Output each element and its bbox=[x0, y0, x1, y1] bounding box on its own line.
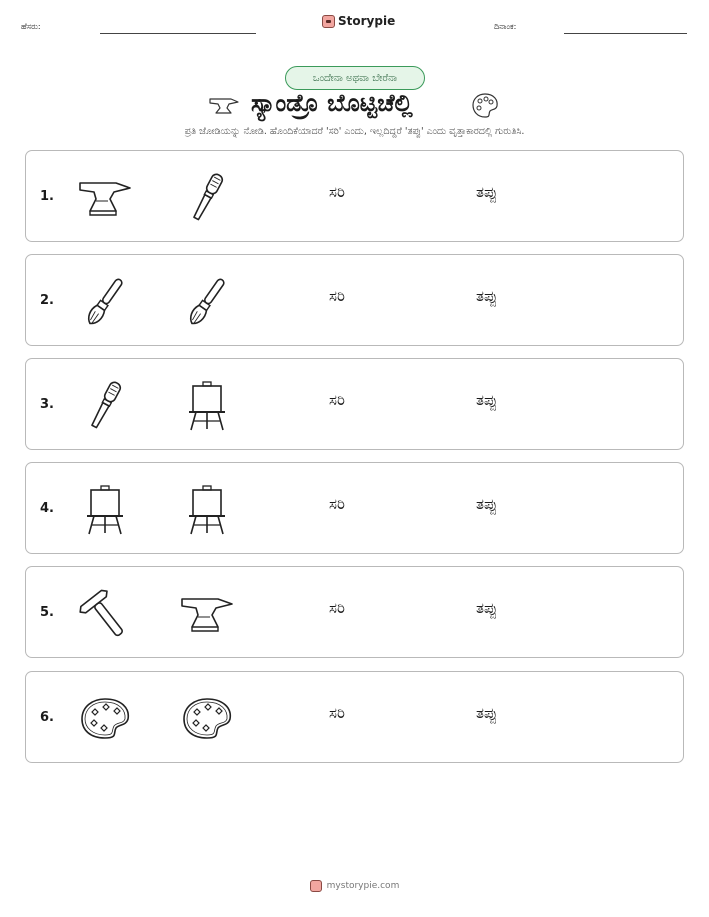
storypie-logo-icon bbox=[310, 880, 322, 892]
option-wrong[interactable]: ತಪ್ಪು bbox=[476, 704, 498, 722]
option-correct[interactable]: ಸರಿ bbox=[329, 391, 345, 409]
question-row bbox=[25, 358, 684, 450]
name-label: ಹೆಸರು: bbox=[21, 22, 41, 31]
easel-icon bbox=[178, 481, 236, 537]
option-correct[interactable]: ಸರಿ bbox=[329, 183, 345, 201]
date-line bbox=[564, 33, 687, 34]
footer-url: mystorypie.com bbox=[326, 881, 400, 891]
paintbrush-icon bbox=[76, 273, 134, 329]
question-number: 4. bbox=[40, 501, 54, 516]
title-row bbox=[0, 89, 709, 123]
option-wrong[interactable]: ತಪ್ಪು bbox=[476, 183, 498, 201]
palette-icon bbox=[76, 690, 134, 746]
option-correct[interactable]: ಸರಿ bbox=[329, 704, 345, 722]
option-correct[interactable]: ಸರಿ bbox=[329, 599, 345, 617]
easel-icon bbox=[76, 481, 134, 537]
option-wrong[interactable]: ತಪ್ಪು bbox=[476, 599, 498, 617]
footer bbox=[0, 880, 709, 892]
date-label: ದಿನಾಂಕ: bbox=[494, 22, 517, 31]
anvil-icon bbox=[76, 169, 134, 225]
palette-icon bbox=[178, 690, 236, 746]
chisel-icon bbox=[76, 377, 134, 433]
anvil-icon bbox=[178, 585, 236, 641]
palette-icon bbox=[470, 91, 500, 119]
question-number: 6. bbox=[40, 710, 54, 725]
question-row bbox=[25, 671, 684, 763]
anvil-icon bbox=[207, 93, 241, 117]
activity-badge: ಒಂದೇನಾ ಅಥವಾ ಬೇರೆನಾ bbox=[285, 66, 425, 90]
brand-logo bbox=[322, 14, 395, 28]
option-wrong[interactable]: ತಪ್ಪು bbox=[476, 391, 498, 409]
option-correct[interactable]: ಸರಿ bbox=[329, 287, 345, 305]
option-correct[interactable]: ಸರಿ bbox=[329, 495, 345, 513]
name-line bbox=[100, 33, 256, 34]
page-title: ಸ್ಯಾಂಡ್ರೊ ಬೊಟ್ಟಿಚೆಲ್ಲಿ bbox=[251, 89, 413, 117]
easel-icon bbox=[178, 377, 236, 433]
question-number: 5. bbox=[40, 605, 54, 620]
brand-name: Storypie bbox=[338, 14, 396, 28]
instructions: ಪ್ರತಿ ಜೋಡಿಯನ್ನು ನೋಡಿ. ಹೊಂದಿಕೆಯಾದರೆ 'ಸರಿ' ಎಂದು, ಇಲ್ಲದಿದ್ದರೆ 'ತಪ್ಪು' ಎಂದು ವೃತ್ತಾಕಾರದಲ್ಲಿ ಗುರುತಿಸಿ. bbox=[184, 126, 525, 137]
question-row bbox=[25, 566, 684, 658]
hammer-icon bbox=[76, 585, 134, 641]
question-row bbox=[25, 462, 684, 554]
chisel-icon bbox=[178, 169, 236, 225]
question-row bbox=[25, 150, 684, 242]
option-wrong[interactable]: ತಪ್ಪು bbox=[476, 287, 498, 305]
question-number: 2. bbox=[40, 293, 54, 308]
option-wrong[interactable]: ತಪ್ಪು bbox=[476, 495, 498, 513]
storypie-logo-icon bbox=[322, 15, 335, 28]
question-row bbox=[25, 254, 684, 346]
worksheet-header bbox=[0, 12, 709, 40]
question-number: 3. bbox=[40, 397, 54, 412]
paintbrush-icon bbox=[178, 273, 236, 329]
question-number: 1. bbox=[40, 189, 54, 204]
